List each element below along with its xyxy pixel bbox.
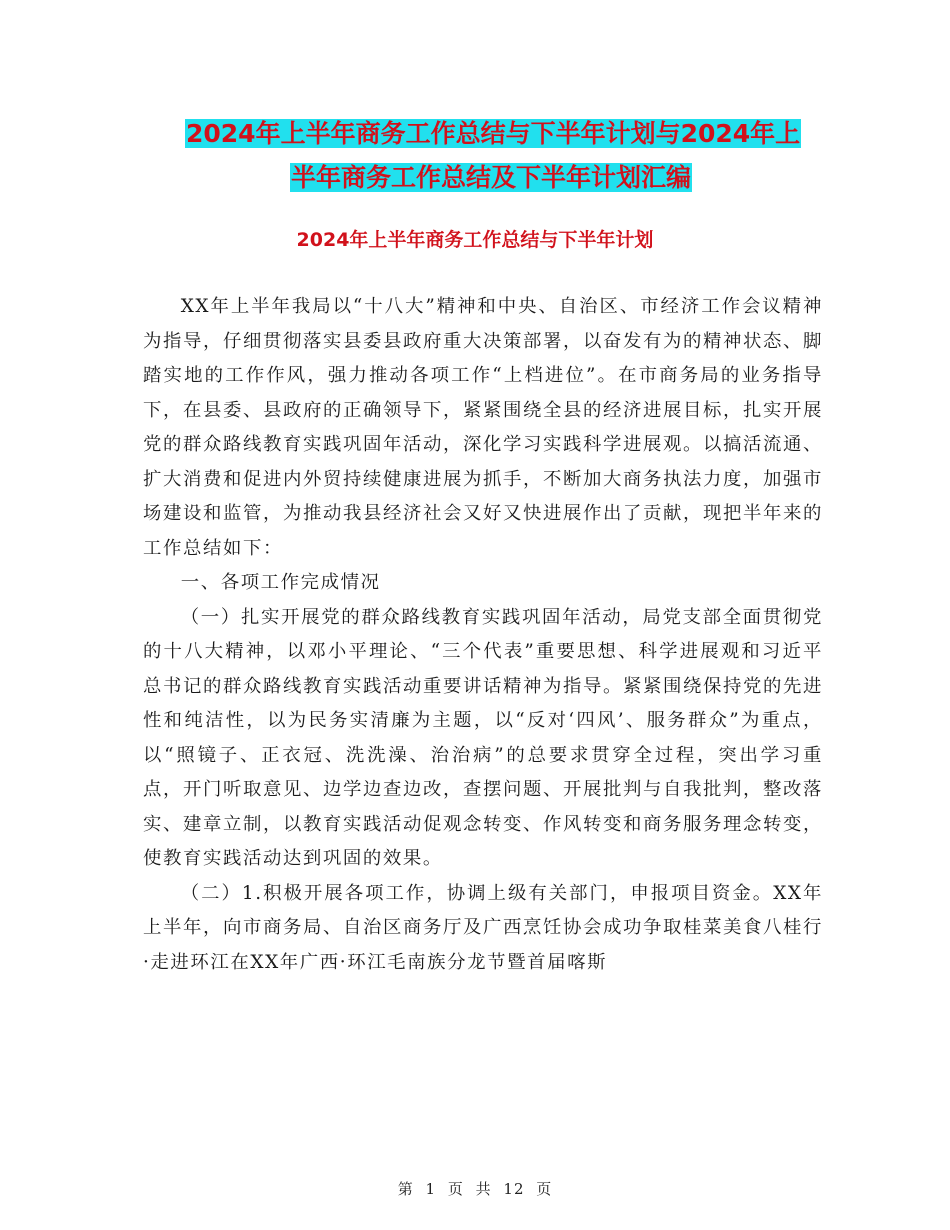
section-subtitle: 2024年上半年商务工作总结与下半年计划 [296,229,654,251]
footer-label-page: 第 [397,1180,414,1198]
document-title [140,112,820,200]
title-line-2: 半年商务工作总结及下半年计划汇编 [291,163,692,192]
title-line-1: 2024年上半年商务工作总结与下半年计划与2024年上 [186,119,801,148]
footer-page-number: 1 [425,1180,437,1198]
body-text [143,290,823,980]
footer-label-total: 共 [475,1180,492,1198]
paragraph-section-2: （二）1.积极开展各项工作，协调上级有关部门，申报项目资金。XX年上半年，向市商务局、自治区商务厅及广西烹饪协会成功争取桂菜美食八桂行·走进环江在XX年广西·环江毛南族分龙节暨首届喀斯 [143,882,823,973]
paragraph-section-1: （一）扎实开展党的群众路线教育实践巩固年活动，局党支部全面贯彻党的十八大精神，以邓小平理论、“三个代表”重要思想、科学进展观和习近平总书记的群众路线教育实践活动重要讲话精神为指导。紧紧围绕保持党的先进性和纯洁性，以为民务实清廉为主题，以“反对‘四风’、服务群众”为重点，以“照镜子、正衣冠、洗洗澡、治治病”的总要求贯穿全过程，突出学习重点，开门听取意见、边学边查边改，查摆问题、开展批判与自我批判，整改落实、建章立制，以教育实践活动促观念转变、作风转变和商务服务理念转变，使教育实践活动达到巩固的效果。 [143,606,823,869]
footer-label-ye: 页 [447,1180,464,1198]
footer-label-ye2: 页 [536,1180,553,1198]
paragraph-heading-1: 一、各项工作完成情况 [180,572,381,593]
paragraph-intro: XX年上半年我局以“十八大”精神和中央、自治区、市经济工作会议精神为指导，仔细贯彻落实县委县政府重大决策部署，以奋发有为的精神状态、脚踏实地的工作作风，强力推动各项工作“上档进位”。在市商务局的业务指导下，在县委、县政府的正确领导下，紧紧围绕全县的经济进展目标，扎实开展党的群众路线教育实践巩固年活动，深化学习实践科学进展观。以搞活流通、扩大消费和促进内外贸持续健康进展为抓手，不断加大商务执法力度，加强市场建设和监管，为推动我县经济社会又好又快进展作出了贡献，现把半年来的工作总结如下： [143,296,823,559]
footer-total-pages: 12 [503,1180,525,1198]
page-footer [0,1178,950,1199]
